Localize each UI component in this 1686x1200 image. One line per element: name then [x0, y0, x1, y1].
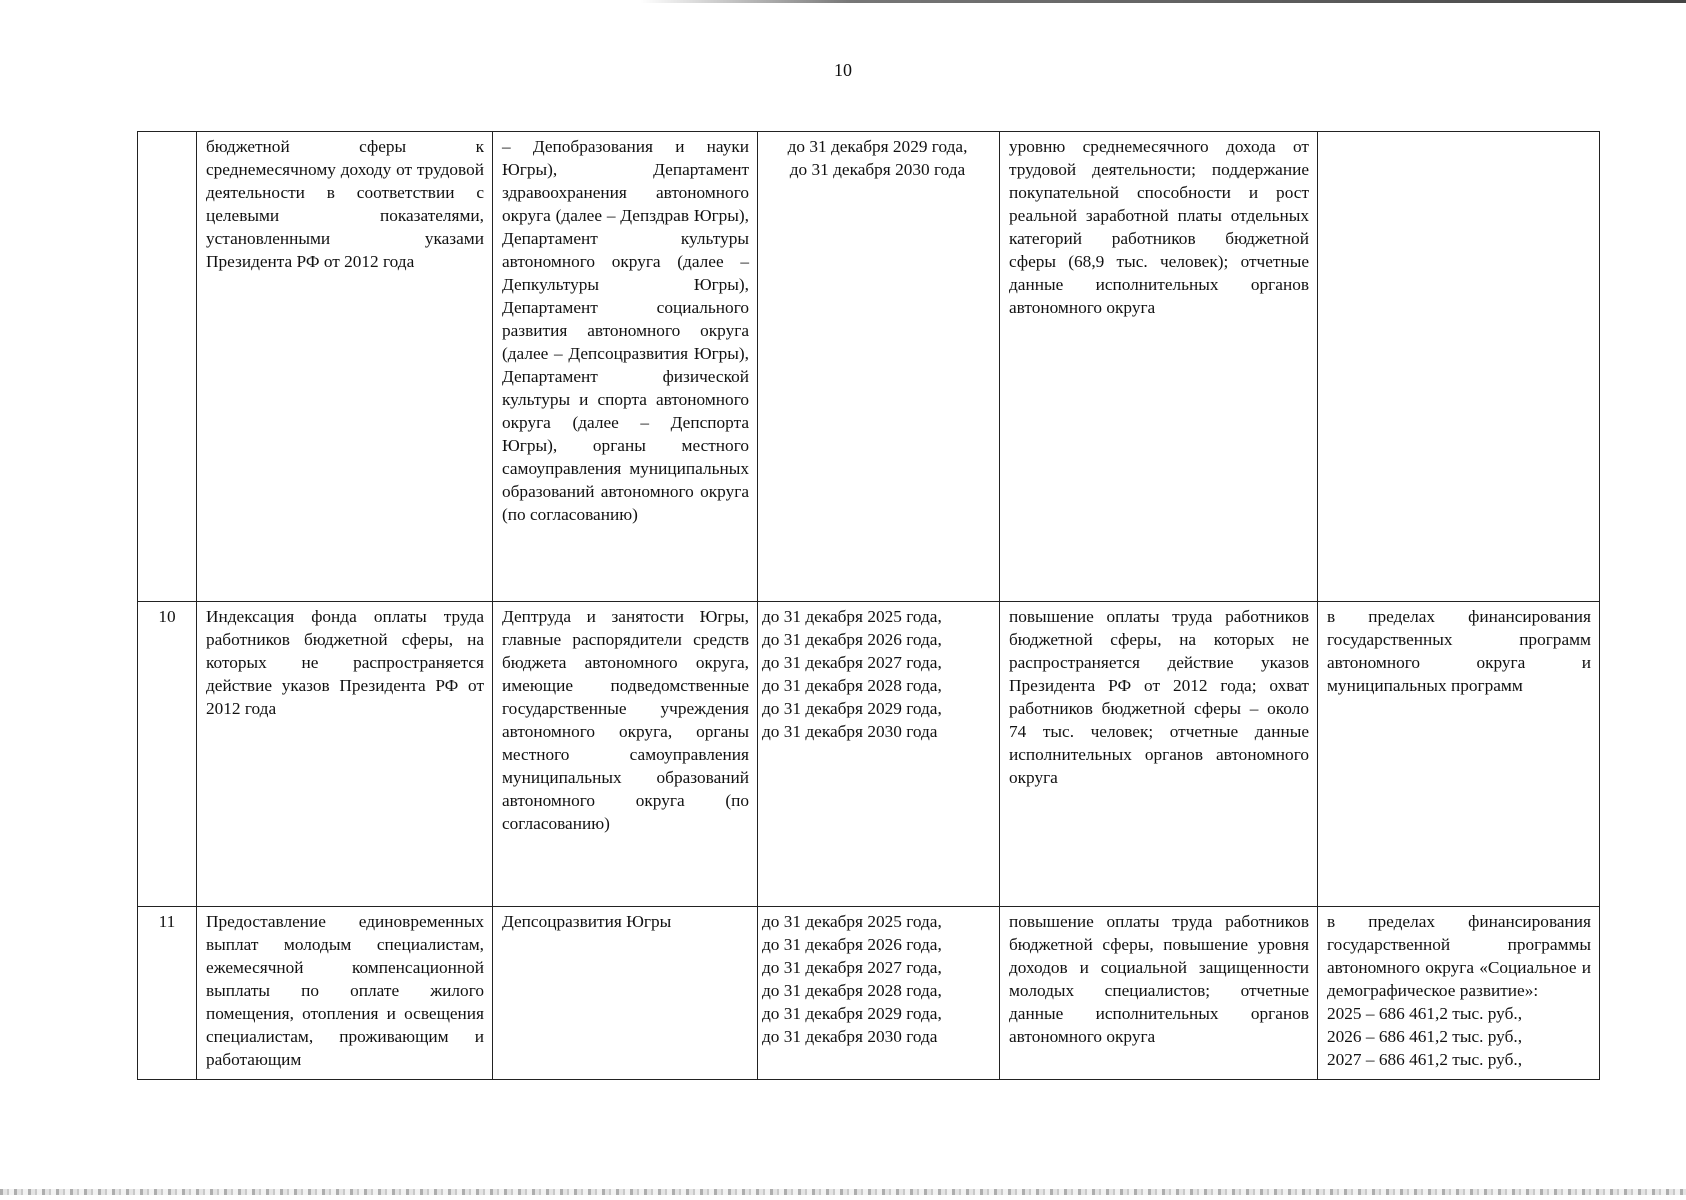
- row-number: [138, 132, 197, 602]
- responsible-cell: – Депобразования и науки Югры), Департамент здравоохранения автономного округа (далее – Депздрав Югры), Департамент культуры автономного округа (далее – Депкультуры Югры), Департамент социального развития автономного округа (далее – Депсоцразвития Югры), Департамент физической культуры и спорта автономного округа (далее – Депспорта Югры), органы местного самоуправления муниципальных образований автономного округа (по согласованию): [493, 132, 758, 602]
- financing-cell: [1318, 907, 1600, 1080]
- financing-amount: 2027 – 686 461,2 тыс. руб.,: [1327, 1050, 1523, 1069]
- financing-amount: 2026 – 686 461,2 тыс. руб.,: [1327, 1027, 1523, 1046]
- table-row: [138, 602, 1600, 907]
- deadline-cell: [758, 132, 1000, 602]
- deadline-line: до 31 декабря 2026 года,: [762, 935, 942, 954]
- deadline-line: до 31 декабря 2029 года,: [762, 699, 942, 718]
- deadline-line: до 31 декабря 2030 года: [762, 722, 938, 741]
- deadline-line: до 31 декабря 2025 года,: [762, 912, 942, 931]
- row-number: 10: [138, 602, 197, 907]
- responsible-cell: Депсоцразвития Югры: [493, 907, 758, 1080]
- scan-edge-bottom: [0, 1189, 1686, 1195]
- page-number: 10: [834, 60, 852, 80]
- result-cell: уровню среднемесячного дохода от трудовой деятельности; поддержание покупательной способности и рост реальной заработной платы отдельных категорий работников бюджетной сферы (68,9 тыс. человек); отчетные данные исполнительных органов автономного округа: [1000, 132, 1318, 602]
- responsible-cell: Дептруда и занятости Югры, главные распорядители средств бюджета автономного округа, имеющие подведомственные государственные учреждения автономного округа, органы местного самоуправления муниципальных образований автономного округа (по согласованию): [493, 602, 758, 907]
- deadline-line: до 31 декабря 2029 года,: [787, 137, 968, 156]
- deadline-line: до 31 декабря 2030 года: [762, 1027, 938, 1046]
- table-row: [138, 907, 1600, 1080]
- deadline-line: до 31 декабря 2027 года,: [762, 958, 942, 977]
- deadline-cell: [758, 907, 1000, 1080]
- result-cell: повышение оплаты труда работников бюджетной сферы, повышение уровня доходов и социальной защищенности молодых специалистов; отчетные данные исполнительных органов автономного округа: [1000, 907, 1318, 1080]
- deadline-line: до 31 декабря 2027 года,: [762, 653, 942, 672]
- deadline-line: до 31 декабря 2026 года,: [762, 630, 942, 649]
- deadline-cell: [758, 602, 1000, 907]
- financing-cell: в пределах финансирования государственных программ автономного округа и муниципальных программ: [1318, 602, 1600, 907]
- measure-cell: Предоставление единовременных выплат молодым специалистам, ежемесячной компенсационной выплаты по оплате жилого помещения, отопления и освещения специалистам, проживающим и работающим: [197, 907, 493, 1080]
- measure-cell: Индексация фонда оплаты труда работников бюджетной сферы, на которых не распространяется действие указов Президента РФ от 2012 года: [197, 602, 493, 907]
- table-row: [138, 132, 1600, 602]
- row-number: 11: [138, 907, 197, 1080]
- financing-text: в пределах финансирования государственной программы автономного округа «Социальное и демографическое развитие»:: [1327, 912, 1591, 1000]
- result-cell: повышение оплаты труда работников бюджетной сферы, на которых не распространяется действие указов Президента РФ от 2012 года; охват работников бюджетной сферы – около 74 тыс. человек; отчетные данные исполнительных органов автономного округа: [1000, 602, 1318, 907]
- measures-table: [137, 131, 1600, 1080]
- financing-amount: 2025 – 686 461,2 тыс. руб.,: [1327, 1004, 1523, 1023]
- financing-cell: [1318, 132, 1600, 602]
- measure-cell: бюджетной сферы к среднемесячному доходу от трудовой деятельности в соответствии с целевыми показателями, установленными указами Президента РФ от 2012 года: [197, 132, 493, 602]
- deadline-line: до 31 декабря 2029 года,: [762, 1004, 942, 1023]
- deadline-line: до 31 декабря 2025 года,: [762, 607, 942, 626]
- scan-edge-top: [640, 0, 1686, 3]
- deadline-line: до 31 декабря 2028 года,: [762, 981, 942, 1000]
- deadline-line: до 31 декабря 2028 года,: [762, 676, 942, 695]
- deadline-line: до 31 декабря 2030 года: [789, 160, 966, 179]
